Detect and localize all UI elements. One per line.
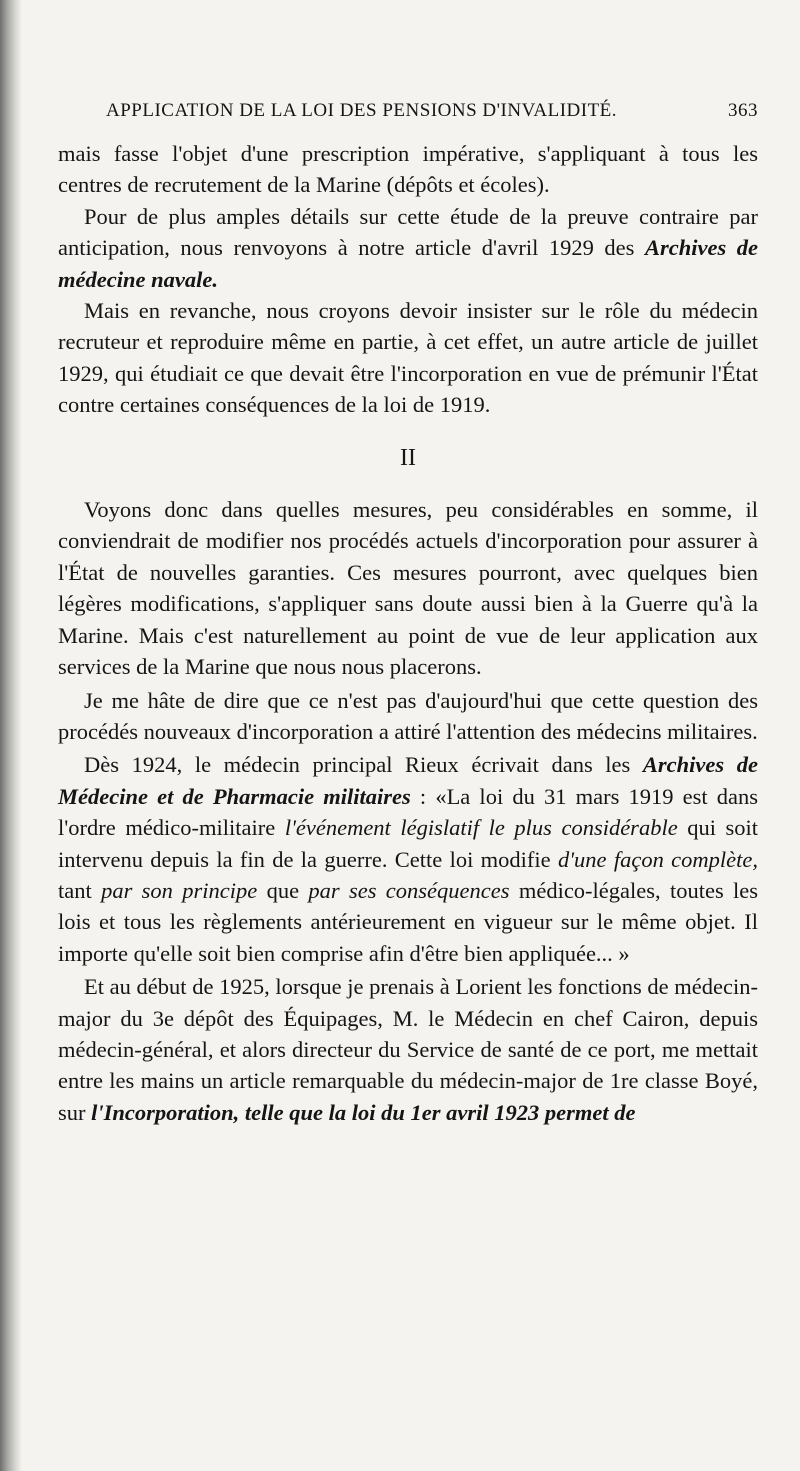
body-text — [58, 138, 758, 1128]
paragraph-details-text: Pour de plus amples détails sur cette étude de la preuve contraire par anticipation, nous renvoyons à notre article d'avril 1929 des — [58, 203, 758, 261]
journal-title-archives-militaires: Archives de Médecine et de Pharmacie militaires — [58, 752, 759, 809]
page-number: 363 — [728, 100, 758, 121]
paragraph-details — [58, 201, 758, 295]
quote-part-1: : «La loi du 31 mars 1919 est dans l'ordre médico-militaire — [58, 783, 759, 841]
quote-part-4: que — [266, 877, 300, 903]
quote-part-2: qui soit intervenu depuis la fin de la guerre. Cette loi modifie — [58, 815, 759, 872]
lorient-text: Et au début de 1925, lorsque je prenais à Lorient les fonctions de médecin-major du 3e dépôt des Équipages, M. le Médecin en chef Cairon, depuis médecin-général, et alors directeur du Service de santé de ce port, me mettait entre les mains un article remarquable du médecin-major de 1re classe Boyé, sur — [58, 974, 758, 1125]
quote-emphasis-2: d'une façon complète, — [557, 846, 758, 872]
quote-part-3: tant — [58, 877, 92, 903]
running-title: APPLICATION DE LA LOI DES PENSIONS D'INVALIDITÉ. — [106, 100, 618, 121]
quote-emphasis-3: par son principe — [101, 877, 258, 903]
paragraph-question: Je me hâte de dire que ce n'est pas d'aujourd'hui que cette question des procédés nouveaux d'incorporation a attiré l'attention des médecins militaires. — [58, 687, 758, 744]
page-header — [58, 88, 758, 134]
paragraph-lorient — [58, 971, 758, 1128]
article-title-incorporation: l'Incorporation, telle que la loi du 1er avril 1923 permet de — [91, 1099, 636, 1125]
quote-emphasis-1: l'événement législatif le plus considérable — [284, 815, 678, 841]
scan-edge-shadow — [0, 0, 22, 1471]
journal-title-archives-navale: Archives de médecine navale. — [58, 235, 758, 292]
paragraph-quote-rieux — [58, 749, 758, 969]
paragraph-recruiter-role: Mais en revanche, nous croyons devoir insister sur le rôle du médecin recruteur et reproduire même en partie, à cet effet, un autre article de juillet 1929, qui étudiait ce que devait être l'incorporation en vue de prémunir l'État contre certaines conséquences de la loi de 1919. — [58, 298, 758, 418]
paragraph-measures: Voyons donc dans quelles mesures, peu considérables en somme, il conviendrait de modifier nos procédés actuels d'incorporation pour assurer à l'État de nouvelles garanties. Ces mesures pourront, avec quelques bien légères modifications, s'appliquer sans doute aussi bien à la Guerre qu'à la Marine. Mais c'est naturellement au point de vue de leur application aux services de la Marine que nous nous placerons. — [58, 497, 758, 680]
quote-part-5: médico-légales, toutes les lois et tous les règlements antérieurement en vigueur sur le même objet. Il importe qu'elle soit bien comprise afin d'être bien appliquée... » — [58, 877, 759, 966]
book-page — [58, 88, 758, 1128]
quote-emphasis-4: par ses conséquences — [308, 877, 510, 903]
paragraph-continuation: mais fasse l'objet d'une prescription impérative, s'appliquant à tous les centres de recrutement de la Marine (dépôts et écoles). — [58, 141, 758, 198]
quote-intro: Dès 1924, le médecin principal Rieux écrivait dans les — [84, 752, 631, 778]
section-number: II — [400, 444, 416, 471]
